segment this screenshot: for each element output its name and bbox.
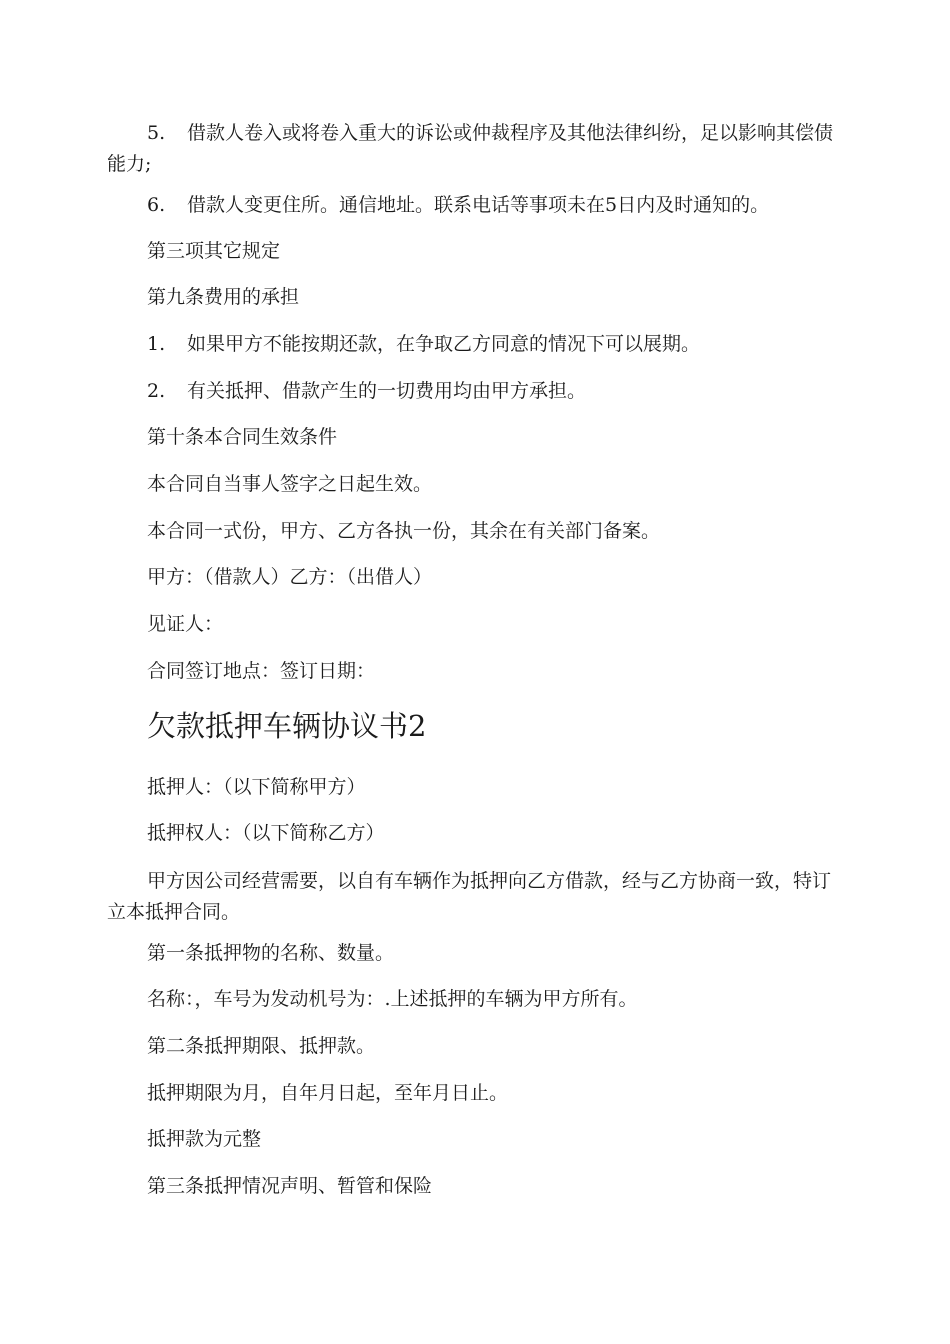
article-heading: 第二条抵押期限、抵押款。 [147,1035,376,1057]
signing-line: 合同签订地点：签订日期： [147,660,376,682]
mortgagor-line: 抵押人：（以下简称甲方） [147,776,366,798]
article-heading: 第十条本合同生效条件 [147,426,338,448]
item-number: 6. [147,194,166,216]
party-line: 甲方：（借款人）乙方：（出借人） [147,566,433,588]
clause-item-6 [107,190,842,221]
paragraph: 抵押款为元整 [147,1128,262,1150]
item-text: 借款人变更住所。通信地址。联系电话等事项未在5日内及时通知的。 [187,194,770,216]
paragraph: 本合同自当事人签字之日起生效。 [147,473,433,495]
article-heading: 第一条抵押物的名称、数量。 [147,942,395,964]
clause-item-5 [107,118,842,180]
section-heading: 第三项其它规定 [147,240,281,262]
clause-item-2 [107,376,842,407]
item-number: 5. [147,122,166,144]
paragraph: 甲方因公司经营需要，以自有车辆作为抵押向乙方借款，经与乙方协商一致，特订立本抵押合同。 [107,870,832,923]
clause-item-1 [107,329,842,360]
item-text: 如果甲方不能按期还款，在争取乙方同意的情况下可以展期。 [187,333,701,355]
witness-line: 见证人： [147,613,224,635]
item-text: 有关抵押、借款产生的一切费用均由甲方承担。 [187,380,587,402]
mortgagee-line: 抵押权人：（以下简称乙方） [147,822,385,844]
item-number: 1. [147,333,166,355]
paragraph: 本合同一式份，甲方、乙方各执一份，其余在有关部门备案。 [147,520,661,542]
document-heading: 欠款抵押车辆协议书2 [147,709,427,743]
article-heading: 第九条费用的承担 [147,286,300,308]
paragraph: 抵押期限为月，自年月日起，至年月日止。 [147,1082,509,1104]
item-text: 借款人卷入或将卷入重大的诉讼或仲裁程序及其他法律纠纷，足以影响其偿债能力; [107,122,834,175]
item-number: 2. [147,380,166,402]
paragraph: 名称：，车号为发动机号为：.上述抵押的车辆为甲方所有。 [147,988,638,1010]
article-heading: 第三条抵押情况声明、暂管和保险 [147,1175,433,1197]
